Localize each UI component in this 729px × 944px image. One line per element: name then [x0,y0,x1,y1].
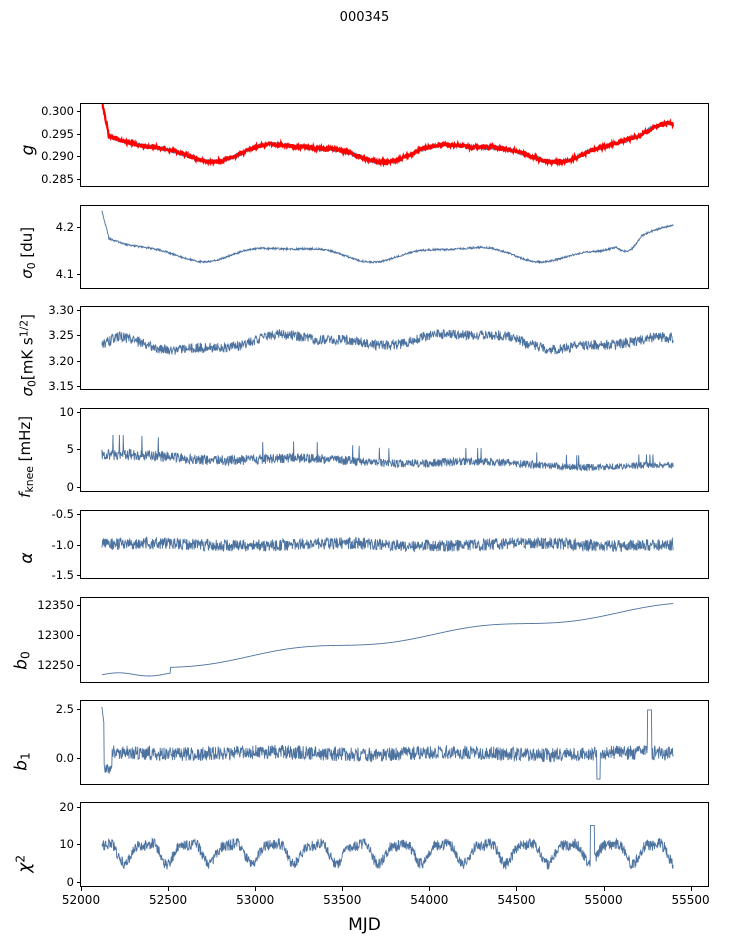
ytick-mark [77,844,81,845]
xtick-mark [516,887,517,891]
ylabel-b0: $b_0$ [11,651,33,670]
xtick-label: 55000 [584,893,623,907]
panel-b0 [80,597,709,683]
xtick-label: 53500 [323,893,362,907]
xtick-label: 54500 [497,893,536,907]
panel-sigma0_mK [80,306,709,390]
ytick-mark [77,156,81,157]
ylabel-g: g [18,144,38,156]
panel-g [80,103,709,187]
ylabel-sigma0-mK: $\sigma_0[mK$ $s^{1/2}$] [17,314,39,397]
panel-alpha [80,510,709,579]
ytick-label: -1.5 [51,567,74,582]
ytick-mark [77,274,81,275]
ytick-mark [77,335,81,336]
plot-area-chi2 [81,803,708,886]
ytick-label: 0.0 [55,751,74,766]
series-g-data [102,104,673,164]
ytick-label: 5 [66,442,74,457]
ytick-mark [77,179,81,180]
ytick-label: -0.5 [51,507,74,522]
panel-fknee [80,408,709,492]
xtick-mark [342,887,343,891]
plot-area-b0 [81,598,708,682]
panel-sigma0 [80,205,709,289]
xtick-mark [81,887,82,891]
ytick-label: 0 [66,479,74,494]
xtick-mark [691,887,692,891]
xtick-mark [604,887,605,891]
plot-area-b1 [81,701,708,784]
series-sigma0_mK [102,329,673,354]
ytick-mark [77,605,81,606]
ytick-mark [77,709,81,710]
ytick-mark [77,545,81,546]
plot-area-fknee [81,409,708,491]
xtick-mark [429,887,430,891]
ytick-mark [77,487,81,488]
plot-area-sigma0 [81,206,708,288]
series-chi2 [102,825,673,869]
ytick-mark [77,227,81,228]
xtick-label: 52500 [148,893,188,907]
ytick-label: 20 [59,799,74,814]
ytick-mark [77,111,81,112]
series-fknee [102,435,673,471]
ytick-label: 3.30 [48,302,74,317]
ytick-mark [77,665,81,666]
ytick-label: 4.2 [55,220,74,235]
ytick-label: 10 [59,404,74,419]
panel-chi2 [80,802,709,887]
xtick-label: 55500 [671,893,710,907]
ytick-label: 0 [66,874,74,889]
ylabel-fknee: $f_{knee}$ [mHz] [16,415,36,498]
ytick-mark [77,449,81,450]
ytick-mark [77,514,81,515]
plot-area-g [81,104,708,186]
series-alpha [102,537,673,551]
ytick-label: 12300 [37,628,74,643]
xtick-mark [255,887,256,891]
ytick-label: 3.25 [48,328,74,343]
xlabel: MJD [348,915,381,935]
ytick-mark [77,635,81,636]
ytick-label: -1.0 [51,537,74,552]
ytick-label: 3.15 [48,379,74,394]
xtick-label: 53000 [236,893,275,907]
ytick-label: 12350 [37,598,74,613]
plot-area-sigma0_mK [81,307,708,389]
ytick-mark [77,807,81,808]
ytick-mark [77,575,81,576]
ytick-label: 4.1 [55,266,74,281]
xtick-label: 52000 [61,893,101,907]
ytick-label: 0.295 [41,126,74,141]
series-sigma0 [102,211,673,263]
xtick-mark [168,887,169,891]
xtick-label: 54000 [410,893,449,907]
panel-b1 [80,700,709,785]
plot-area-alpha [81,511,708,578]
series-b0 [102,604,673,676]
ytick-mark [77,310,81,311]
ytick-mark [77,134,81,135]
ytick-label: 12250 [37,658,74,673]
figure-title: 000345 [339,10,390,25]
ytick-mark [77,882,81,883]
ylabel-alpha: α [17,552,37,564]
ylabel-sigma0-du: $\sigma_0$ [du] [18,226,38,279]
ytick-mark [77,386,81,387]
ytick-label: 0.285 [41,172,74,187]
ytick-label: 3.20 [48,353,74,368]
ytick-label: 2.5 [55,701,74,716]
ylabel-chi2: $\chi^2$ [13,854,35,873]
ytick-mark [77,412,81,413]
ytick-label: 0.290 [41,149,74,164]
ytick-label: 0.300 [41,103,74,118]
ytick-mark [77,758,81,759]
ylabel-b1: $b_1$ [11,752,33,771]
series-b1 [102,707,673,779]
ytick-mark [77,361,81,362]
ytick-label: 10 [59,837,74,852]
